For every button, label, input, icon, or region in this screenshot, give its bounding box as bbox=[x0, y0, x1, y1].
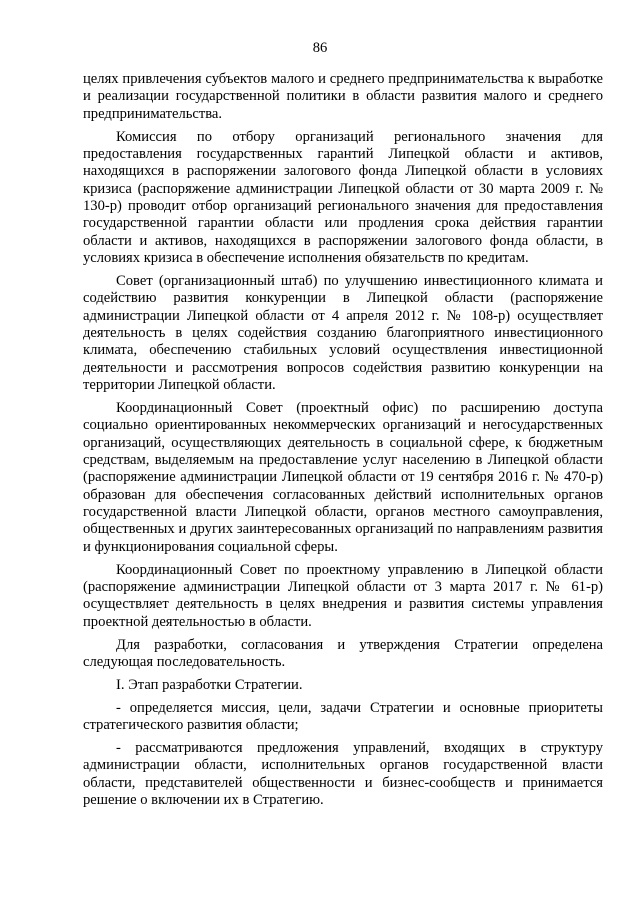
list-item-mission: - определяется миссия, цели, задачи Стратегии и основные приоритеты стратегического развития области; bbox=[83, 699, 603, 734]
paragraph-continuation: целях привлечения субъектов малого и среднего предпринимательства к выработке и реализации государственной политики в области развития малого и среднего предпринимательства. bbox=[83, 71, 603, 122]
page-number: 86 bbox=[312, 40, 328, 56]
list-item-proposals: - рассматриваются предложения управлений, входящих в структуру администрации области, исполнительных органов государственной власти области, представителей общественности и бизнес-сообществ и принимается решение о включении их в Стратегию. bbox=[83, 740, 603, 809]
paragraph-investment-council: Совет (организационный штаб) по улучшению инвестиционного климата и содействию развития конкуренции в Липецкой области (распоряжение администрации Липецкой области от 4 апреля 2012 г. № 108-р) осуществляет деятельность в целях содействия созданию благоприятного инвестиционного климата, обеспечению стабильных условий осуществления инвестиционной деятельности и рассмотрения вопросов содействия развитию конкуренции на территории Липецкой области. bbox=[83, 272, 603, 394]
paragraph-guarantee-commission: Комиссия по отбору организаций регионального значения для предоставления государственных гарантий Липецкой области и активов, находящихся в распоряжении залогового фонда Липецкой области в условиях кризиса (распоряжение администрации Липецкой области от 30 марта 2009 г. № 130-р) проводит отбор организаций регионального значения для предоставления государственной гарантии области или продления срока действия гарантии области и активов, находящихся в распоряжении залогового фонда области, в условиях кризиса в обеспечение исполнения обязательств по кредитам. bbox=[83, 128, 603, 267]
paragraph-strategy-sequence: Для разработки, согласования и утверждения Стратегии определена следующая последовательность. bbox=[83, 636, 603, 670]
stage-heading: I. Этап разработки Стратегии. bbox=[116, 676, 303, 693]
document-body bbox=[83, 71, 603, 815]
paragraph-project-management-council: Координационный Совет по проектному управлению в Липецкой области (распоряжение администрации Липецкой области от 3 марта 2017 г. № 61-р) осуществляет деятельность в целях внедрения и развития системы управления проектной деятельностью в области. bbox=[83, 561, 603, 630]
paragraph-project-office: Координационный Совет (проектный офис) по расширению доступа социально ориентированных некоммерческих организаций и негосударственных организаций, осуществляющих деятельность в социальной сфере, к бюджетным средствам, выделяемым на предоставление услуг населению в Липецкой области (распоряжение администрации Липецкой области от 19 сентября 2016 г. № 470-р) образован для обеспечения согласованных действий исполнительных органов государственной власти Липецкой области, органов местного самоуправления, общественных и других заинтересованных организаций по направлениям развития и функционирования социальной сферы. bbox=[83, 399, 603, 555]
